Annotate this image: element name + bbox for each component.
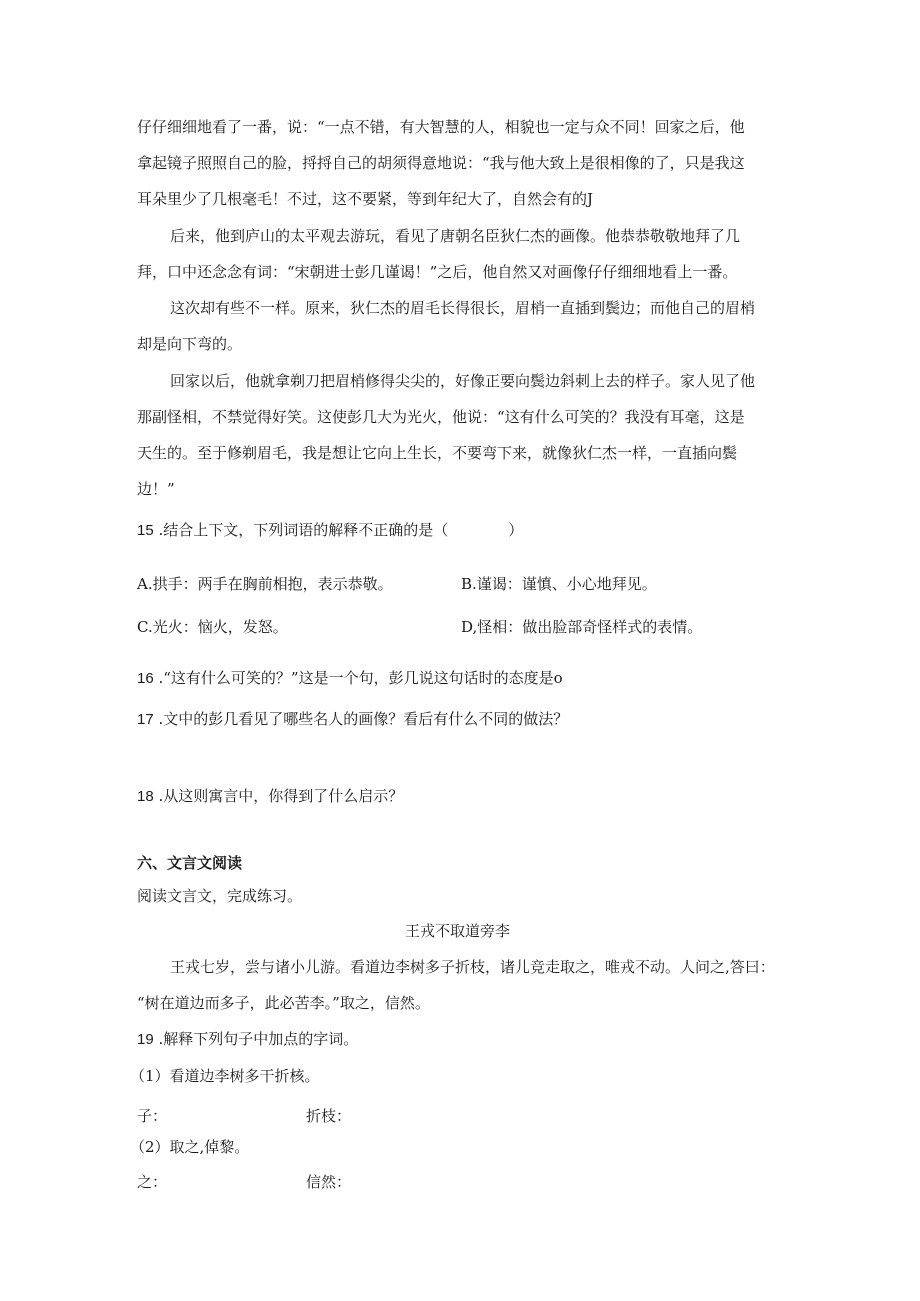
option-b: B.谨谒：谨慎、小心地拜见。: [461, 575, 657, 593]
passage-line: 边！”: [137, 480, 175, 498]
section-instruction: 阅读文言文，完成练习。: [137, 887, 303, 905]
classical-title: 王戎不取道旁李: [405, 922, 511, 940]
section-heading: 六、文言文阅读: [137, 854, 243, 872]
sub-question-2: （2）取之,倬黎。: [130, 1138, 250, 1156]
answer-label-xinran: 信然：: [306, 1173, 352, 1191]
passage-line: 仔仔细细地看了一番，说：“一点不错，有大智慧的人，相貌也一定与众不同！回家之后，他: [137, 118, 745, 136]
passage-line: 后来，他到庐山的太平观去游玩，看见了唐朝名臣狄仁杰的画像。他恭恭敬敬地拜了几: [170, 227, 741, 245]
question-text: .“这有什么可笑的？”这是一个句，彭几说这句话时的态度是o: [158, 669, 563, 687]
question-17: [137, 709, 568, 730]
classical-text-line: “树在道边而多子，此必苦李。”取之，信然。: [137, 994, 430, 1012]
answer-label-zhezhi: 折枝：: [306, 1107, 352, 1125]
classical-text-line: 王戎七岁，尝与诸小儿游。看道边李树多子折枝，诸儿竞走取之，唯戎不动。人问之,答曰：: [170, 958, 775, 976]
passage-line: 耳朵里少了几根毫毛！不过，这不要紧，等到年纪大了，自然会有的J: [137, 190, 594, 208]
question-text: .从这则寓言中，你得到了什么启示？: [158, 787, 404, 805]
option-c: C.光火：恼火，发怒。: [137, 618, 288, 636]
answer-label-zi: 子：: [137, 1107, 168, 1125]
question-19: [137, 1029, 358, 1050]
sub-question-1: （1）看道边李树多干折核。: [130, 1067, 320, 1085]
question-number: 18: [137, 788, 154, 805]
question-number: 19: [137, 1031, 154, 1048]
passage-line: 这次却有些不一样。原来，狄仁杰的眉毛长得很长，眉梢一直插到鬓边；而他自己的眉梢: [170, 299, 756, 317]
passage-line: 天生的。至于修剃眉毛，我是想让它向上生长，不要弯下来，就像狄仁杰一样，一直插向鬓: [137, 444, 738, 462]
passage-line: 那副怪相，不禁觉得好笑。这使彭几大为光火，他说：“这有什么可笑的？我没有耳毫，这是: [137, 408, 745, 426]
option-d: D,怪相：做出脸部奇怪样式的表情。: [461, 618, 703, 636]
question-18: [137, 786, 403, 807]
passage-line: 拜，口中还念念有词：“宋朝进士彭几谨谒！”之后，他自然又对画像仔仔细细地看上一番。: [137, 263, 738, 281]
answer-label-zhi: 之：: [137, 1173, 168, 1191]
passage-line: 回家以后，他就拿剃刀把眉梢修得尖尖的，好像正要向鬓边斜刺上去的样子。家人见了他: [170, 372, 756, 390]
question-number: 17: [137, 711, 154, 728]
question-16: [137, 668, 563, 689]
question-text: .结合上下文，下列词语的解释不正确的是（ ）: [158, 521, 524, 539]
question-number: 15: [137, 522, 154, 539]
option-a: A.拱手：两手在胸前相抱，表示恭敬。: [137, 575, 393, 593]
question-text: .解释下列句子中加点的字词。: [158, 1030, 359, 1048]
question-text: .文中的彭几看见了哪些名人的画像？看后有什么不同的做法？: [158, 710, 569, 728]
passage-line: 却是向下弯的。: [137, 335, 243, 353]
passage-line: 拿起镜子照照自己的脸，捋捋自己的胡须得意地说：“我与他大致上是很相像的了，只是我这: [137, 154, 745, 172]
question-number: 16: [137, 670, 154, 687]
question-15: [137, 520, 523, 541]
